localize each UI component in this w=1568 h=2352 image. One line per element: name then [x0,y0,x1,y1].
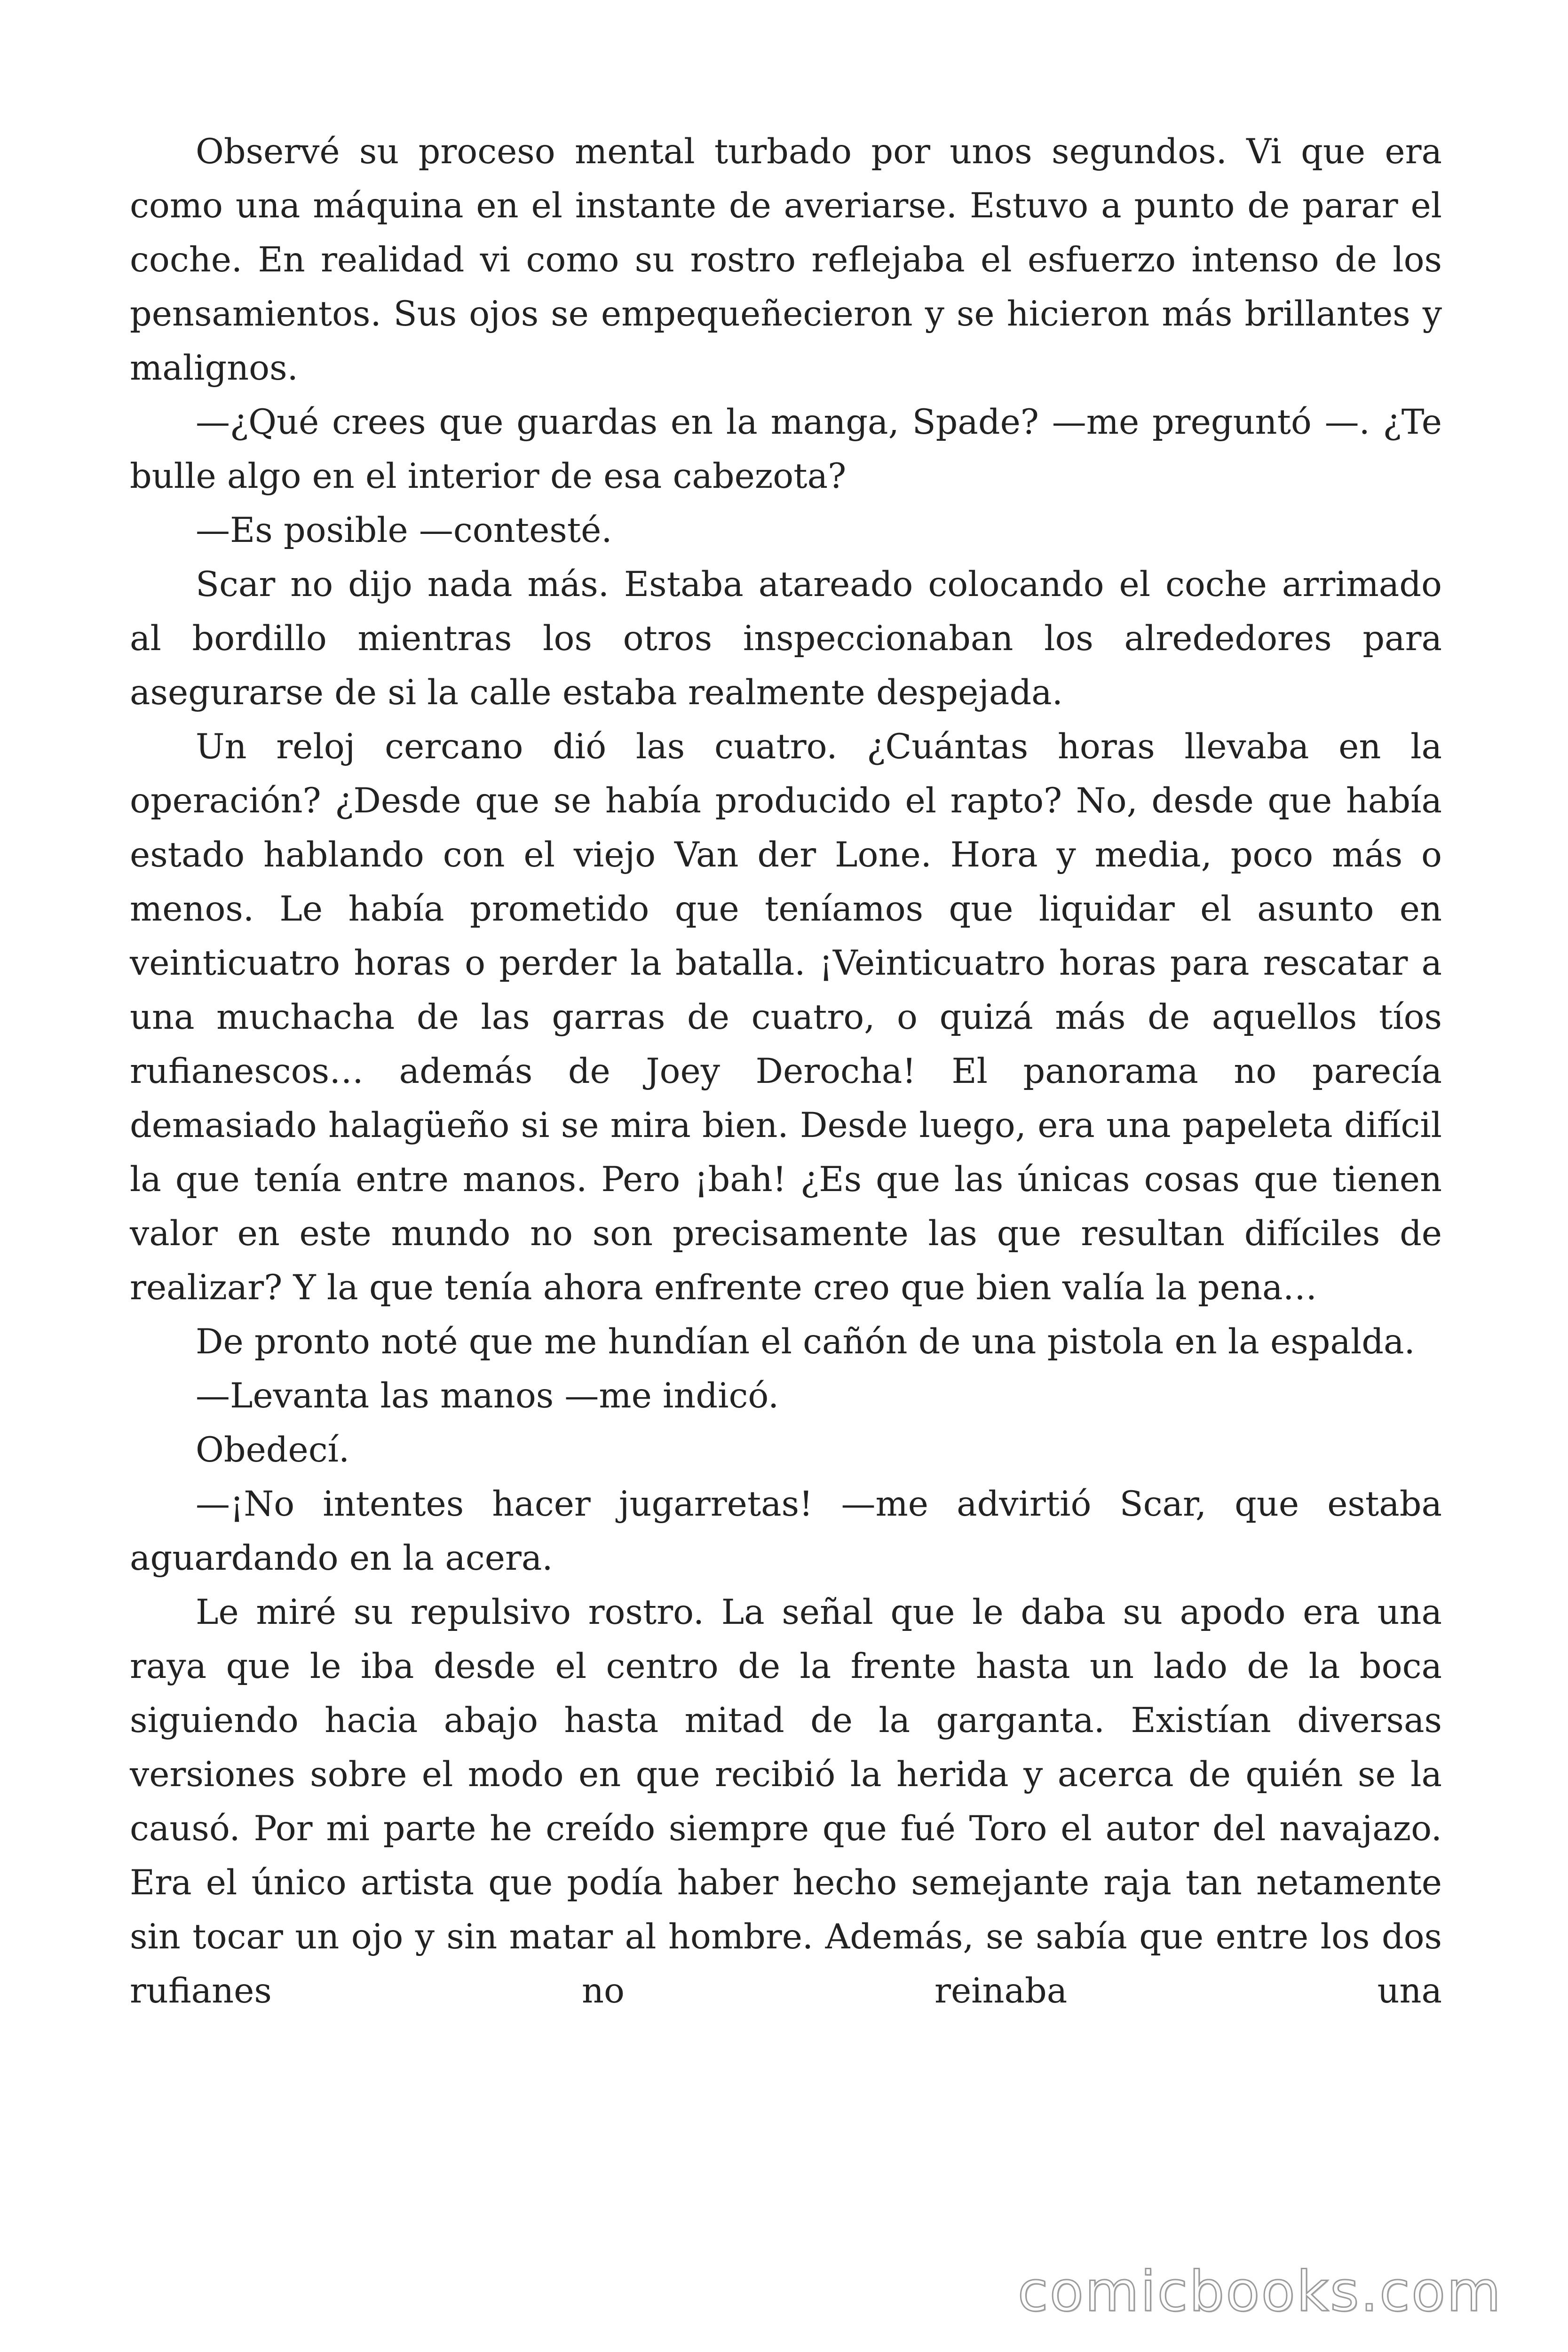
paragraph: —¡No intentes hacer jugarretas! —me advirtió Scar, que estaba aguardando en la acera. [130,1484,1442,1578]
paragraph: Scar no dijo nada más. Estaba atareado colocando el coche arrimado al bordillo mientras los otros inspeccionaban los alrededores para asegurarse de si la calle estaba realmente despejada. [130,564,1442,713]
paragraph: Le miré su repulsivo rostro. La señal que le daba su apodo era una raya que le iba desde el centro de la frente hasta un lado de la boca siguiendo hacia abajo hasta mitad de la garganta. Existían diversas versiones sobre el modo en que recibió la herida y acerca de quién se la causó. Por mi parte he creído siempre que fué Toro el autor del navajazo. Era el único artista que podía haber hecho semejante raja tan netamente sin tocar un ojo y sin matar al hombre. Además, se sabía que entre los dos rufianes no reinaba una [130,1592,1442,2011]
paragraph: Observé su proceso mental turbado por unos segundos. Vi que era como una máquina en el instante de averiarse. Estuvo a punto de parar el coche. En realidad vi como su rostro reflejaba el esfuerzo intenso de los pensamientos. Sus ojos se empequeñecieron y se hicieron más brillantes y malignos. [130,132,1442,388]
book-page [130,125,1442,2194]
paragraph: De pronto noté que me hundían el cañón de una pistola en la espalda. [196,1322,1415,1362]
paragraph: —Levanta las manos —me indicó. [196,1376,779,1416]
paragraph: —¿Qué crees que guardas en la manga, Spade? —me preguntó —. ¿Te bulle algo en el interior de esa cabezota? [130,402,1442,496]
site-watermark: comicbooks.com [1017,2259,1502,2324]
paragraph: —Es posible —contesté. [196,510,612,550]
paragraph: Obedecí. [196,1430,350,1470]
paragraph: Un reloj cercano dió las cuatro. ¿Cuántas horas llevaba en la operación? ¿Desde que se había producido el rapto? No, desde que había estado hablando con el viejo Van der Lone. Hora y media, poco más o menos. Le había prometido que teníamos que liquidar el asunto en veinticuatro horas o perder la batalla. ¡Veinticuatro horas para rescatar a una muchacha de las garras de cuatro, o quizá más de aquellos tíos rufianescos… además de Joey Derocha! El panorama no parecía demasiado halagüeño si se mira bien. Desde luego, era una papeleta difícil la que tenía entre manos. Pero ¡bah! ¿Es que las únicas cosas que tienen valor en este mundo no son precisamente las que resultan difíciles de realizar? Y la que tenía ahora enfrente creo que bien valía la pena… [130,727,1442,1308]
